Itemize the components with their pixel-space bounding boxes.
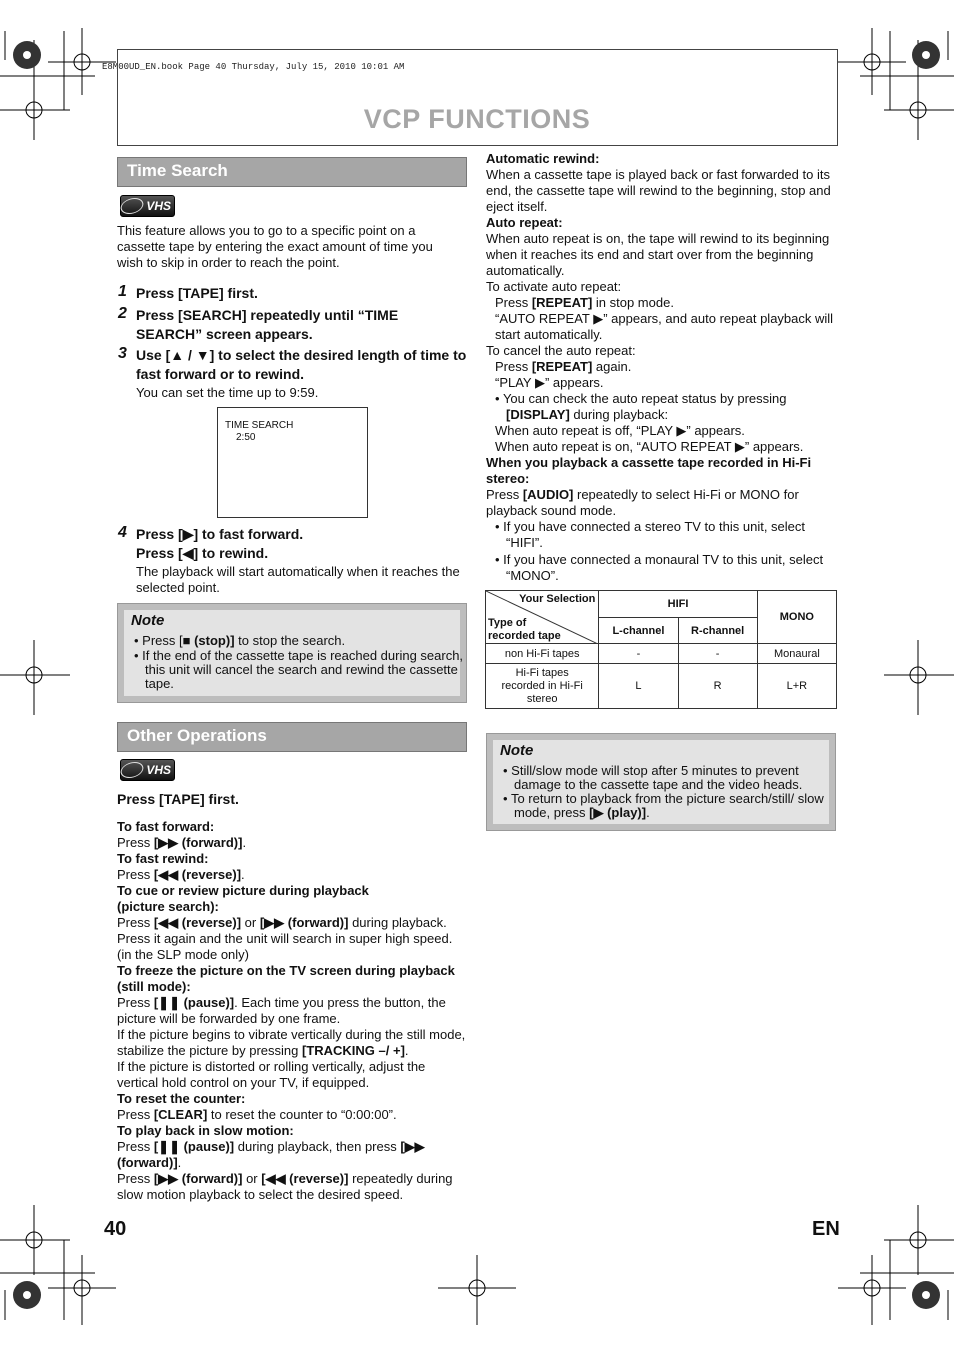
- automatic-rewind-text: When a cassette tape is played back or fast forwarded to its end, the cassette tape will rewind to the beginning, stop and eject itself.: [486, 167, 831, 214]
- text-span: .: [242, 835, 247, 850]
- note-box-other-operations: [486, 733, 836, 831]
- time-search-screen: [217, 407, 368, 518]
- table-cell: L+R: [757, 664, 836, 709]
- display-key: [DISPLAY]: [506, 407, 570, 422]
- audio-key: [AUDIO]: [522, 487, 574, 502]
- text-span: .: [404, 1043, 409, 1058]
- step-4-forward: Press [▶] to fast forward.: [136, 526, 304, 542]
- reverse-key: [◀◀ (reverse)]: [153, 867, 242, 882]
- forward-key: [▶▶ (forward)]: [117, 1139, 425, 1170]
- vhs-badge-icon: [120, 759, 175, 781]
- hifi-heading: When you playback a cassette tape recorded in Hi-Fi stereo:: [486, 455, 812, 486]
- table-cell: -: [599, 644, 678, 664]
- hifi-stereo-bullet: • If you have connected a stereo TV to this unit, select “HIFI”.: [495, 519, 805, 550]
- your-selection-label: Your Selection: [519, 593, 596, 605]
- text-span: You can check the auto repeat status by pressing: [502, 391, 787, 406]
- hifi-header: HIFI: [599, 591, 757, 618]
- vhs-badge-label: VHS: [146, 199, 171, 213]
- vhs-badge-icon: [120, 195, 175, 217]
- pause-key: [❚❚ (pause)]: [153, 995, 235, 1010]
- still-mode-tracking: [117, 1027, 467, 1059]
- text-span: . Each time you press the button, the picture will be forwarded by one frame.: [117, 995, 446, 1026]
- text-span: .: [241, 867, 245, 882]
- check-repeat-status: • You can check the auto repeat status by pressing [DISPLAY] during playback:: [495, 391, 787, 422]
- language-label: EN: [812, 1218, 840, 1240]
- forward-key: [▶▶ (forward)]: [153, 835, 243, 850]
- still-mode-vertical-hold: If the picture is distorted or rolling vertically, adjust the vertical hold control on your TV, if equipped.: [117, 1059, 426, 1090]
- picture-search-text: [117, 915, 467, 963]
- text-span: in stop mode.: [592, 295, 674, 310]
- reverse-key: [◀◀ (reverse)]: [153, 915, 242, 930]
- step-number: 2: [118, 305, 127, 322]
- auto-repeat-heading: Auto repeat:: [486, 215, 563, 230]
- table-cell: Monaural: [757, 644, 836, 664]
- page-title: VCP FUNCTIONS: [363, 104, 591, 134]
- text-span: or: [241, 915, 260, 930]
- repeat-key: [REPEAT]: [531, 295, 593, 310]
- section-heading-other-operations: Other Operations: [117, 722, 467, 752]
- forward-key: [▶▶ (forward)]: [259, 915, 349, 930]
- file-info-line: E8M00UD_EN.book Page 40 Thursday, July 15, 2010 10:01 AM: [102, 62, 405, 72]
- r-channel-header: R-channel: [678, 618, 757, 644]
- note-box-time-search: [117, 603, 467, 703]
- step-3: Use [▲ / ▼] to select the desired length of time to fast forward or to rewind.: [136, 347, 467, 382]
- note-item-still-slow: • Still/slow mode will stop after 5 minutes to prevent damage to the cassette tape and the video heads.: [503, 763, 803, 792]
- step-4-note: The playback will start automatically when it reaches the selected point.: [136, 564, 460, 595]
- table-cell: non Hi-Fi tapes: [486, 644, 599, 664]
- reverse-key: [◀◀ (reverse)]: [261, 1171, 349, 1186]
- reset-counter-heading: To reset the counter:: [117, 1091, 246, 1106]
- fast-rewind-heading: To fast rewind:: [117, 851, 209, 866]
- other-operations-body: [117, 819, 467, 1203]
- forward-key: [▶▶ (forward)]: [153, 1171, 243, 1186]
- table-cell: R: [678, 664, 757, 709]
- note-title: Note: [500, 742, 534, 759]
- text-span: to reset the counter to “0:00:00”.: [207, 1107, 397, 1122]
- text-span: .: [646, 805, 650, 820]
- text-span: Press: [117, 915, 154, 930]
- time-search-intro: This feature allows you to go to a specific point on a cassette tape by entering the exact amount of time you wish to skip in order to reach the point.: [117, 223, 433, 270]
- screen-value: 2:50: [236, 432, 256, 443]
- note-item-stop-key: ■ (stop)]: [182, 633, 235, 648]
- text-span: repeatedly during slow motion playback to select the desired speed.: [117, 1171, 453, 1202]
- note-item-end: • If the end of the cassette tape is reached during search, this unit will cancel the search and rewind the cassette tape.: [134, 648, 464, 691]
- note-item-stop: • Press [■ (stop)] to stop the search.: [134, 633, 346, 648]
- still-mode-text: [117, 995, 467, 1027]
- repeat-key: [REPEAT]: [531, 359, 593, 374]
- section-heading-time-search: Time Search: [117, 157, 467, 187]
- activate-repeat-heading: To activate auto repeat:: [486, 279, 622, 294]
- repeat-off-status: When auto repeat is off, “PLAY ▶” appears.: [495, 423, 745, 438]
- screen-title: TIME SEARCH: [225, 420, 294, 431]
- step-number: 3: [118, 345, 127, 362]
- note-item-end-text: If the end of the cassette tape is reached during search, this unit will cancel the search and rewind the cassette tape.: [142, 648, 464, 691]
- text-span: during playback:: [569, 407, 669, 422]
- text-span: during playback, then press: [234, 1139, 401, 1154]
- reset-counter-text: [117, 1107, 467, 1123]
- type-of-tape-label: Type of recorded tape: [488, 617, 561, 642]
- text-span: Press: [117, 995, 154, 1010]
- note-item-stop-post: to stop the search.: [234, 633, 346, 648]
- hifi-mono-bullet: • If you have connected a monaural TV to this unit, select “MONO”.: [495, 552, 824, 583]
- step-2: Press [SEARCH] repeatedly until “TIME SEARCH” screen appears.: [136, 307, 399, 342]
- hifi-text: [486, 487, 836, 519]
- activate-repeat-step: [486, 295, 836, 311]
- table-corner-cell: [486, 591, 599, 644]
- text-span: Press: [117, 1171, 154, 1186]
- fast-rewind-text: [117, 867, 467, 883]
- pause-key: [❚❚ (pause)]: [153, 1139, 235, 1154]
- text-span: Press: [117, 1139, 154, 1154]
- other-first-step: Press [TAPE] first.: [117, 791, 239, 807]
- step-1: Press [TAPE] first.: [136, 285, 258, 301]
- still-mode-heading: To freeze the picture on the TV screen during playback (still mode):: [117, 963, 455, 994]
- text-span: If the picture begins to vibrate vertically during the still mode, stabilize the picture by pressing: [117, 1027, 466, 1058]
- text-span: Press: [486, 487, 523, 502]
- text-span: Press: [117, 835, 154, 850]
- clear-key: [CLEAR]: [153, 1107, 208, 1122]
- text-span: Press: [495, 295, 532, 310]
- slow-motion-text: [117, 1139, 467, 1171]
- right-column-body: [486, 151, 836, 584]
- tracking-key: [TRACKING –/ +]: [301, 1043, 405, 1058]
- l-channel-header: L-channel: [599, 618, 678, 644]
- text-span: If you have connected a stereo TV to this unit, select “HIFI”.: [503, 519, 805, 550]
- table-cell: -: [678, 644, 757, 664]
- fast-forward-heading: To fast forward:: [117, 819, 215, 834]
- play-key: [▶ (play)]: [589, 805, 647, 820]
- cancel-repeat-step: [486, 359, 836, 375]
- text-span: Still/slow mode will stop after 5 minutes to prevent damage to the cassette tape and the video heads.: [511, 763, 803, 792]
- fast-forward-text: [117, 835, 467, 851]
- table-cell: L: [599, 664, 678, 709]
- text-span: Press: [495, 359, 532, 374]
- automatic-rewind-heading: Automatic rewind:: [486, 151, 600, 166]
- auto-repeat-text: When auto repeat is on, the tape will rewind to its beginning when it reaches its end and start over from the beginning automatically.: [486, 231, 830, 278]
- repeat-on-status: When auto repeat is on, “AUTO REPEAT ▶” appears.: [495, 439, 804, 454]
- slow-motion-heading: To play back in slow motion:: [117, 1123, 294, 1138]
- audio-selection-table: [485, 590, 837, 709]
- text-span: Press: [117, 1107, 154, 1122]
- picture-search-heading: To cue or review picture during playback (picture search):: [117, 883, 369, 914]
- step-4-rewind: Press [◀] to rewind.: [136, 545, 269, 561]
- step-number: 1: [118, 283, 127, 300]
- page-number: 40: [104, 1218, 127, 1240]
- text-span: or: [242, 1171, 262, 1186]
- text-span: repeatedly to select Hi-Fi or MONO for playback sound mode.: [486, 487, 799, 518]
- cancel-repeat-result: “PLAY ▶” appears.: [495, 375, 604, 390]
- note-item-stop-pre: Press [: [142, 633, 183, 648]
- activate-repeat-result: “AUTO REPEAT ▶” appears, and auto repeat playback will start automatically.: [495, 311, 834, 342]
- cancel-repeat-heading: To cancel the auto repeat:: [486, 343, 636, 358]
- text-span: during playback. Press it again and the unit will search in super high speed. (in the SLP mode only): [117, 915, 453, 962]
- note-title: Note: [131, 612, 165, 629]
- slow-motion-speed-text: [117, 1171, 467, 1203]
- text-span: Press: [117, 867, 154, 882]
- text-span: .: [177, 1155, 182, 1170]
- text-span: To return to playback from the picture search/still/ slow mode, press: [510, 791, 824, 820]
- table-cell: Hi-Fi tapes recorded in Hi-Fi stereo: [486, 664, 599, 709]
- note-item-return-playback: • To return to playback from the picture search/still/ slow mode, press [▶ (play)].: [503, 791, 824, 820]
- step-number: 4: [118, 524, 127, 541]
- mono-header: MONO: [757, 591, 836, 644]
- text-span: If you have connected a monaural TV to this unit, select “MONO”.: [503, 552, 824, 583]
- text-span: again.: [592, 359, 632, 374]
- step-3-note: You can set the time up to 9:59.: [136, 385, 319, 400]
- vhs-badge-label: VHS: [146, 763, 171, 777]
